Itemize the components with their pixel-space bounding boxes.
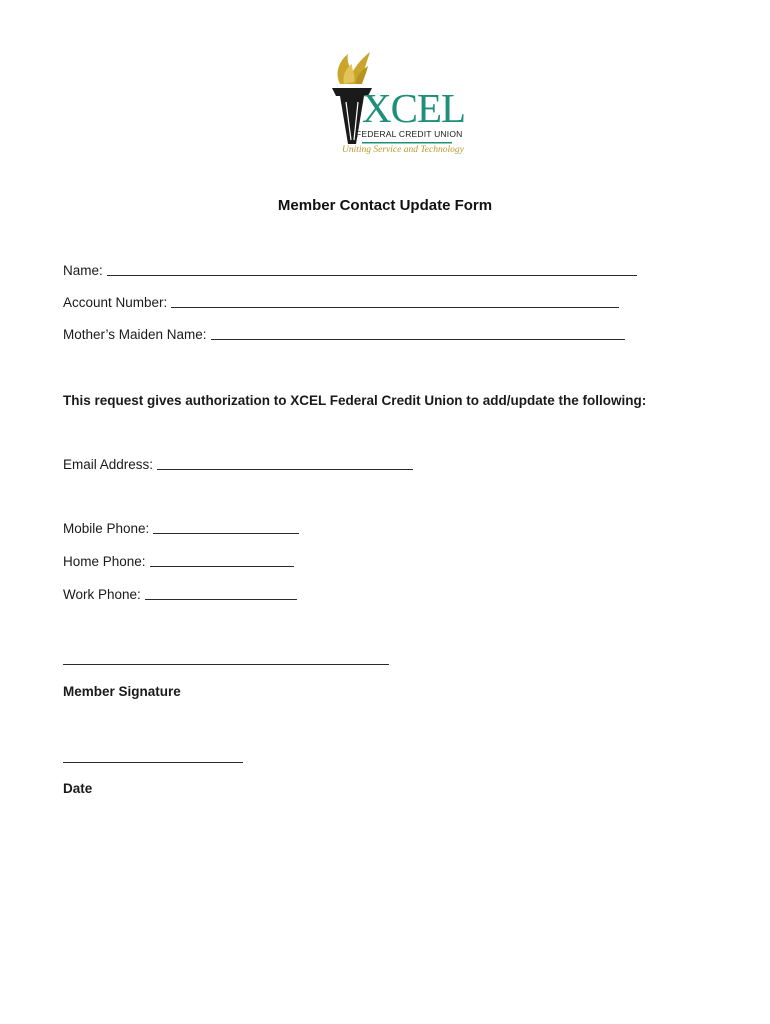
name-blank[interactable]: [107, 264, 637, 276]
home-phone-label: Home Phone:: [63, 554, 146, 569]
page-title: Member Contact Update Form: [277, 197, 493, 214]
work-phone-blank[interactable]: [145, 588, 297, 600]
email-blank[interactable]: [157, 458, 413, 470]
date-line[interactable]: [63, 762, 243, 763]
email-label: Email Address:: [63, 457, 154, 472]
maiden-name-label: Mother’s Maiden Name:: [63, 327, 207, 342]
date-label-text: Date: [63, 781, 93, 796]
mobile-phone-blank[interactable]: [153, 522, 299, 534]
name-field[interactable]: [63, 263, 637, 278]
home-phone-field[interactable]: [63, 554, 294, 569]
date-label: [63, 781, 92, 796]
account-number-label: Account Number:: [63, 295, 168, 310]
name-label: Name:: [63, 263, 103, 278]
logo-wordmark: XCEL: [362, 85, 466, 131]
maiden-name-blank[interactable]: [211, 328, 625, 340]
maiden-name-field[interactable]: [63, 327, 625, 342]
mobile-phone-field[interactable]: [63, 521, 299, 536]
work-phone-field[interactable]: [63, 587, 297, 602]
work-phone-label: Work Phone:: [63, 587, 141, 602]
signature-label-text: Member Signature: [63, 684, 181, 699]
mobile-phone-label: Mobile Phone:: [63, 521, 150, 536]
authorization-text: This request gives authorization to XCEL Federal Credit Union to add/update the following:: [63, 393, 647, 408]
email-field[interactable]: [63, 457, 413, 472]
logo-tagline: Uniting Service and Technology: [342, 145, 464, 155]
logo-subtitle: FEDERAL CREDIT UNION: [356, 129, 463, 139]
signature-line[interactable]: [63, 664, 389, 665]
account-number-blank[interactable]: [171, 296, 619, 308]
home-phone-blank[interactable]: [150, 555, 294, 567]
account-number-field[interactable]: [63, 295, 619, 310]
member-signature-label: [63, 684, 181, 699]
xcel-logo: [326, 44, 466, 162]
authorization-statement: [63, 393, 646, 408]
